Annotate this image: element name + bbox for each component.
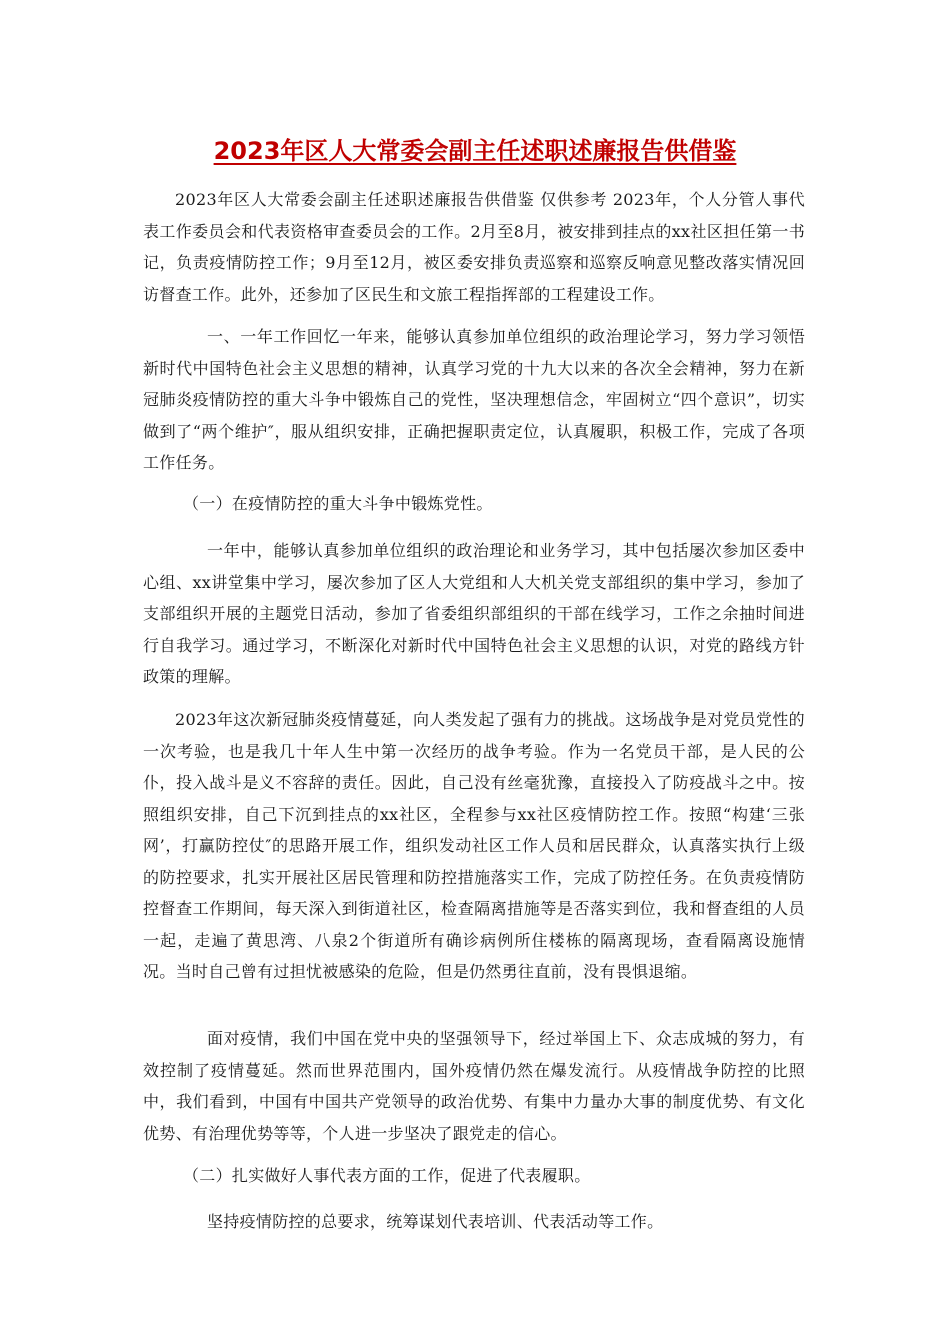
paragraph-study: 一年中，能够认真参加单位组织的政治理论和业务学习，其中包括屡次参加区委中心组、xx讲堂集中学习，屡次参加了区人大党组和人大机关党支部组织的集中学习，参加了支部组织开展的主题党日活动，参加了省委组织部组织的干部在线学习，工作之余抽时间进行自我学习。通过学习，不断深化对新时代中国特色社会主义思想的认识，对党的路线方针政策的理解。 bbox=[143, 541, 805, 686]
heading-subsection-one: （一）在疫情防控的重大斗争中锻炼党性。 bbox=[183, 494, 493, 513]
paragraph-epidemic: 2023年这次新冠肺炎疫情蔓延，向人类发起了强有力的挑战。这场战争是对党员党性的一次考验，也是我几十年人生中第一次经历的战争考验。作为一名党员干部，是人民的公仆，投入战斗是义不容辞的责任。因此，自己没有丝毫犹豫，直接投入了防疫战斗之中。按照组织安排，自己下沉到挂点的xx社区，全程参与xx社区疫情防控工作。按照“构建‘三张网’，打赢防控仗″的思路开展工作，组织发动社区工作人员和居民群众，认真落实执行上级的防控要求，扎实开展社区居民管理和防控措施落实工作，完成了防控任务。在负责疫情防控督查工作期间，每天深入到街道社区，检查隔离措施等是否落实到位，我和督查组的人员一起，走遍了黄思湾、八泉2个街道所有确诊病例所住楼栋的隔离现场，查看隔离设施情况。当时自己曾有过担忧被感染的危险，但是仍然勇往直前，没有畏惧退缩。 bbox=[143, 710, 805, 981]
paragraph-section-one: 一、一年工作回忆一年来，能够认真参加单位组织的政治理论学习，努力学习领悟新时代中国特色社会主义思想的精神，认真学习党的十九大以来的各次全会精神，努力在新冠肺炎疫情防控的重大斗争中锻炼自己的党性，坚决理想信念，牢固树立“四个意识”，切实做到了“两个维护″，服从组织安排，正确把握职责定位，认真履职，积极工作，完成了各项工作任务。 bbox=[143, 327, 805, 472]
paragraph-intro: 2023年区人大常委会副主任述职述廉报告供借鉴 仅供参考 2023年，个人分管人事代表工作委员会和代表资格审查委员会的工作。2月至8月，被安排到挂点的xx社区担任第一书记，负责疫情防控工作；9月至12月，被区委安排负责巡察和巡察反响意见整改落实情况回访督查工作。此外，还参加了区民生和文旅工程指挥部的工程建设工作。 bbox=[143, 190, 805, 304]
paragraph-representative-work: 坚持疫情防控的总要求，统筹谋划代表培训、代表活动等工作。 bbox=[207, 1212, 664, 1231]
heading-subsection-two: （二）扎实做好人事代表方面的工作，促进了代表履职。 bbox=[183, 1166, 591, 1185]
paragraph-facing-epidemic: 面对疫情，我们中国在党中央的坚强领导下，经过举国上下、众志成城的努力，有效控制了疫情蔓延。然而世界范围内，国外疫情仍然在爆发流行。从疫情战争防控的比照中，我们看到，中国有中国共产党领导的政治优势、有集中力量办大事的制度优势、有文化优势、有治理优势等等，个人进一步坚决了跟党走的信心。 bbox=[143, 1029, 805, 1143]
document-title: 2023年区人大常委会副主任述职述廉报告供借鉴 bbox=[213, 137, 737, 165]
